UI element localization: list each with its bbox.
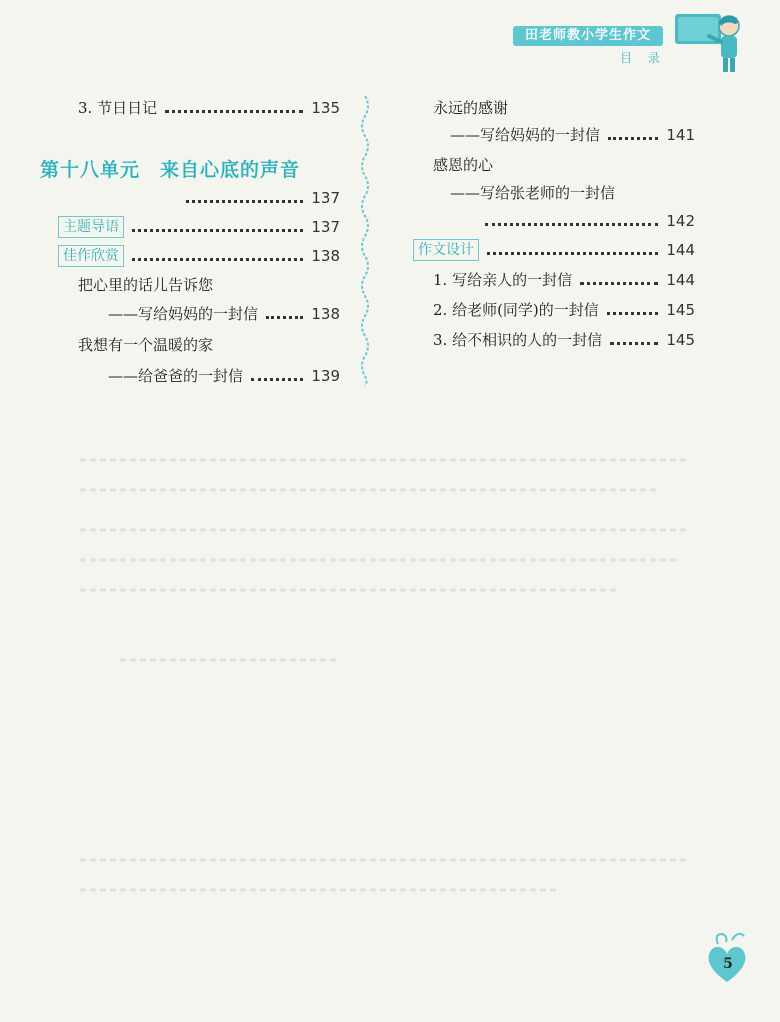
page-number: 138: [311, 247, 340, 265]
leader-dots: [251, 378, 303, 381]
leader-dots: [266, 316, 303, 319]
bleed-through-texture: [60, 440, 710, 920]
entry-subtitle: ——写给张老师的一封信: [450, 184, 616, 202]
column-divider: [358, 96, 372, 386]
page-number: 145: [666, 301, 695, 319]
leader-dots: [132, 229, 303, 232]
page-number: 138: [311, 305, 340, 323]
toc-entry-festival-diary[interactable]: [78, 96, 340, 120]
page-number: 139: [311, 367, 340, 385]
entry-label: 把心里的话儿告诉您: [78, 276, 214, 294]
essay-1-title[interactable]: [78, 273, 340, 297]
entry-label: 我想有一个温暖的家: [78, 336, 214, 354]
leader-dots: [132, 258, 303, 261]
page-number: 137: [311, 218, 340, 236]
toc-entry-essay-4[interactable]: [485, 209, 695, 233]
entry-label: 感恩的心: [433, 156, 494, 174]
leader-dots: [607, 312, 659, 315]
entry-label: 3. 给不相识的人的一封信: [433, 331, 603, 349]
leader-dots: [487, 252, 658, 255]
teacher-mascot-icon: [675, 6, 745, 78]
series-title: 田老师教小学生作文: [524, 28, 651, 43]
page-number: 135: [311, 99, 340, 117]
leader-dots: [610, 342, 658, 345]
page-number: 141: [666, 126, 695, 144]
design-tag: 作文设计: [413, 239, 479, 261]
toc-entry-design-1[interactable]: [433, 268, 695, 292]
page-number-footer: 5: [723, 956, 733, 972]
essay-4-title[interactable]: [433, 153, 695, 177]
showcase-tag: 佳作欣赏: [58, 245, 124, 267]
page-number: 144: [666, 241, 695, 259]
entry-label: 1. 写给亲人的一封信: [433, 271, 573, 289]
theme-intro-tag: 主题导语: [58, 216, 124, 238]
toc-entry-essay-2[interactable]: [108, 364, 340, 388]
entry-subtitle: ——写给妈妈的一封信: [450, 126, 601, 144]
section-label: 目 录: [620, 51, 666, 65]
toc-entry-design-2[interactable]: [433, 298, 695, 322]
leader-dots: [165, 110, 303, 113]
toc-entry-showcase[interactable]: [58, 244, 340, 268]
leader-dots: [485, 223, 658, 226]
entry-label: 3. 节日日记: [78, 99, 158, 117]
entry-label: 永远的感谢: [433, 99, 509, 117]
toc-entry-design-3[interactable]: [433, 328, 695, 352]
toc-entry-essay-3[interactable]: [450, 123, 695, 147]
page-number: 144: [666, 271, 695, 289]
toc-entry-theme-intro[interactable]: [58, 215, 340, 239]
leader-dots: [608, 137, 658, 140]
leader-dots: [186, 200, 303, 203]
page-number: 137: [311, 189, 340, 207]
series-title-banner: [513, 26, 663, 46]
page-number: 142: [666, 212, 695, 230]
toc-entry-essay-1[interactable]: [108, 302, 340, 326]
entry-subtitle: ——给爸爸的一封信: [108, 367, 244, 385]
toc-entry-unit-page[interactable]: [186, 186, 340, 210]
essay-3-title[interactable]: [433, 96, 695, 120]
leader-dots: [580, 282, 658, 285]
unit-title[interactable]: 第十八单元 来自心底的声音: [40, 159, 301, 181]
essay-2-title[interactable]: [78, 333, 340, 357]
entry-subtitle: ——写给妈妈的一封信: [108, 305, 259, 323]
toc-entry-design[interactable]: [413, 238, 695, 262]
entry-label: 2. 给老师(同学)的一封信: [433, 301, 599, 319]
page-number: 145: [666, 331, 695, 349]
essay-4-subtitle[interactable]: [450, 181, 695, 205]
